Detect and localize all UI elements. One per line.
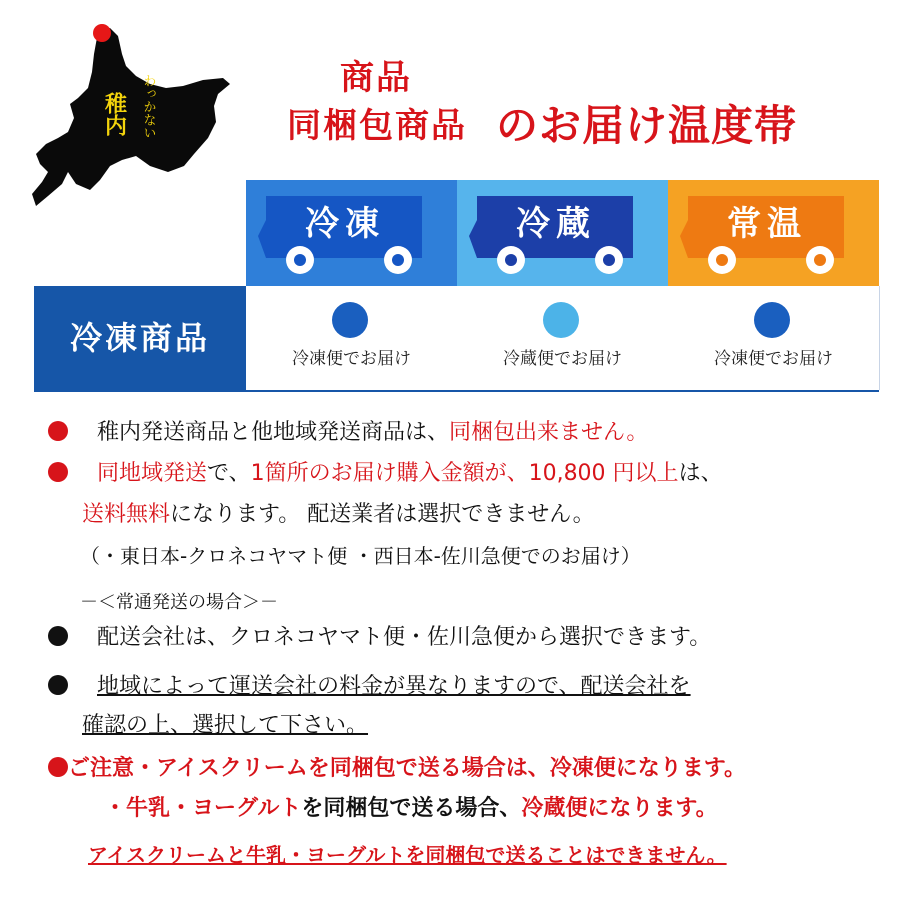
note-line-4: （・東日本-クロネコヤマト便 ・西日本-佐川急便でのお届け） xyxy=(80,544,641,568)
delivery-dot-icon xyxy=(543,302,579,338)
title-bundled-products: 同梱包商品 xyxy=(287,106,467,146)
note-highlight: 同梱包出来ません。 xyxy=(449,420,649,445)
note-section-heading: －＜常通発送の場合＞－ xyxy=(80,592,278,613)
note-text: は、 xyxy=(678,461,723,486)
cell-frozen xyxy=(246,286,458,390)
column-header-room-temp xyxy=(668,180,879,286)
title-delivery-temperature: のお届け温度帯 xyxy=(496,101,798,150)
cell-text: 冷蔵便でお届け xyxy=(503,349,622,369)
note-line-7 xyxy=(48,672,691,702)
cell-room-temp xyxy=(668,286,880,390)
note-text: を同梱包で送る場合、 xyxy=(301,796,522,821)
table-bottom-line xyxy=(34,390,879,392)
note-text: 地域によって運送会社の料金が異なりますので、配送会社を xyxy=(97,674,691,699)
note-text: で、 xyxy=(207,461,251,486)
note-line-10 xyxy=(104,794,718,824)
note-text: 稚内発送商品と他地域発送商品は、 xyxy=(97,420,450,445)
cell-refrigerated xyxy=(457,286,669,390)
note-line-3 xyxy=(82,500,595,530)
note-line-2 xyxy=(48,459,723,489)
cell-text: 冷凍便でお届け xyxy=(292,349,411,369)
column-label-refrigerated: 冷蔵 xyxy=(516,204,596,244)
map-reading-label: わっかない xyxy=(140,74,156,139)
red-bullet-icon xyxy=(48,462,68,482)
hokkaido-silhouette xyxy=(32,28,230,206)
note-line-11: アイスクリームと牛乳・ヨーグルトを同梱包で送ることはできません。 xyxy=(88,843,727,867)
note-highlight: 送料無料 xyxy=(82,502,171,527)
note-highlight: 1箇所のお届け購入金額が、10,800 円以上 xyxy=(250,461,679,486)
wakkanai-marker xyxy=(93,24,111,42)
note-line-1 xyxy=(48,418,648,448)
cell-text: 冷凍便でお届け xyxy=(714,349,833,369)
note-line-8: 確認の上、選択して下さい。 xyxy=(82,713,369,738)
note-text: 配送会社は、クロネコヤマト便・佐川急便から選択できます。 xyxy=(97,625,712,650)
note-text: になります。 配送業者は選択できません。 xyxy=(170,502,595,527)
column-header-frozen xyxy=(246,180,457,286)
black-bullet-icon xyxy=(48,675,68,695)
title-products: 商品 xyxy=(340,58,412,98)
black-bullet-icon xyxy=(48,626,68,646)
delivery-dot-icon xyxy=(332,302,368,338)
note-highlight: 冷蔵便になります。 xyxy=(521,796,718,821)
column-label-frozen: 冷凍 xyxy=(305,204,385,244)
note-highlight: 同地域発送 xyxy=(97,461,208,486)
delivery-dot-icon xyxy=(754,302,790,338)
column-header-refrigerated xyxy=(457,180,668,286)
red-bullet-icon xyxy=(48,757,68,777)
hokkaido-map xyxy=(18,14,233,224)
row-header-frozen-products: 冷凍商品 xyxy=(34,286,246,390)
map-city-label: 稚内 xyxy=(101,92,127,136)
note-highlight: ・牛乳・ヨーグルト xyxy=(104,796,302,821)
red-bullet-icon xyxy=(48,421,68,441)
note-highlight: ご注意・アイスクリームを同梱包で送る場合は、冷凍便になります。 xyxy=(68,756,747,781)
note-line-9 xyxy=(48,754,746,784)
note-line-6 xyxy=(48,623,711,653)
column-label-room-temp: 常温 xyxy=(727,204,807,244)
